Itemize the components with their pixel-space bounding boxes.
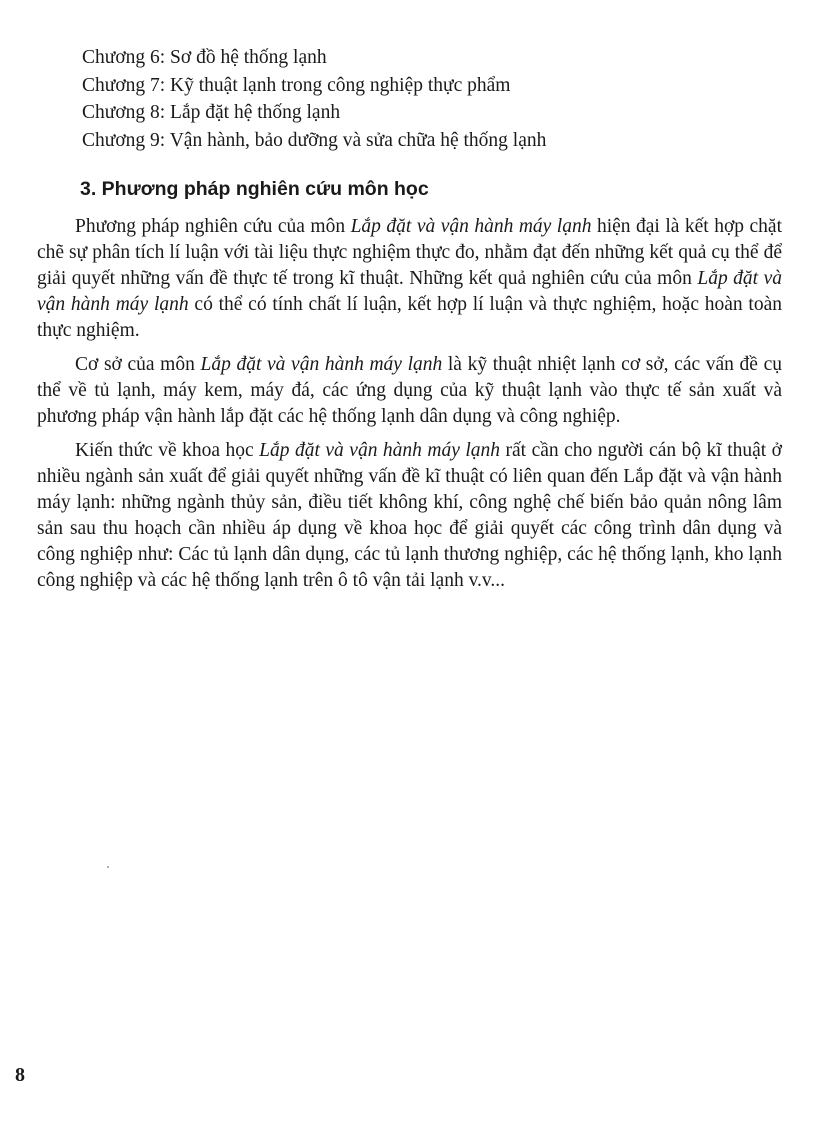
body-text	[37, 214, 782, 602]
text-run: Phương pháp nghiên cứu của môn	[75, 216, 351, 237]
chapter-list	[82, 44, 762, 154]
italic-title: Lắp đặt và vận hành máy lạnh	[37, 268, 782, 315]
page-number: 8	[15, 1064, 25, 1086]
chapter-item: Chương 8: Lắp đặt hệ thống lạnh	[82, 102, 341, 123]
chapter-item: Chương 9: Vận hành, bảo dưỡng và sửa chữa hệ thống lạnh	[82, 129, 547, 151]
text-run: Cơ sở của môn	[75, 354, 201, 375]
italic-title: Lắp đặt và vận hành máy lạnh	[200, 354, 443, 375]
text-run: Kiến thức về khoa học	[75, 440, 260, 461]
paragraph	[37, 214, 782, 344]
scan-speck	[107, 866, 109, 868]
paragraph	[37, 352, 782, 430]
italic-title: Lắp đặt và vận hành máy lạnh	[350, 216, 592, 237]
text-run: có thể có tính chất lí luận, kết hợp lí luận và thực nghiệm, hoặc hoàn toàn thực nghiệm.	[37, 294, 782, 341]
chapter-item: Chương 7: Kỹ thuật lạnh trong công nghiệp thực phẩm	[82, 74, 511, 96]
chapter-item: Chương 6: Sơ đồ hệ thống lạnh	[82, 47, 327, 68]
text-run: rất cần cho người cán bộ kĩ thuật ở nhiều ngành sản xuất để giải quyết những vấn đề kĩ thuật có liên quan đến Lắp đặt và vận hành máy lạnh: những ngành thủy sản, điều tiết không khí, công nghệ chế biến bảo quản nông lâm sản sau thu hoạch cần nhiều áp dụng về khoa học để giải quyết các công trình dân dụng và công nghiệp như: Các tủ lạnh dân dụng, các tủ lạnh thương nghiệp, các hệ thống lạnh, kho lạnh công nghiệp và các hệ thống lạnh trên ô tô vận tải lạnh v.v...	[37, 440, 782, 591]
text-run: hiện đại là kết hợp chặt chẽ sự phân tích lí luận với tài liệu thực nghiệm thực đo, nhằm đạt đến những kết quả cụ thể để giải quyết những vấn đề thực tế trong kĩ thuật. Những kết quả nghiên cứu của môn	[37, 216, 782, 289]
text-run: là kỹ thuật nhiệt lạnh cơ sở, các vấn đề cụ thể về tủ lạnh, máy kem, máy đá, các ứng dụng của kỹ thuật lạnh vào thực tế sản xuất và phương pháp vận hành lắp đặt các hệ thống lạnh dân dụng và công nghiệp.	[37, 354, 782, 427]
section-heading: 3. Phương pháp nghiên cứu môn học	[80, 178, 429, 200]
paragraph	[37, 438, 782, 594]
italic-title: Lắp đặt và vận hành máy lạnh	[259, 440, 501, 461]
